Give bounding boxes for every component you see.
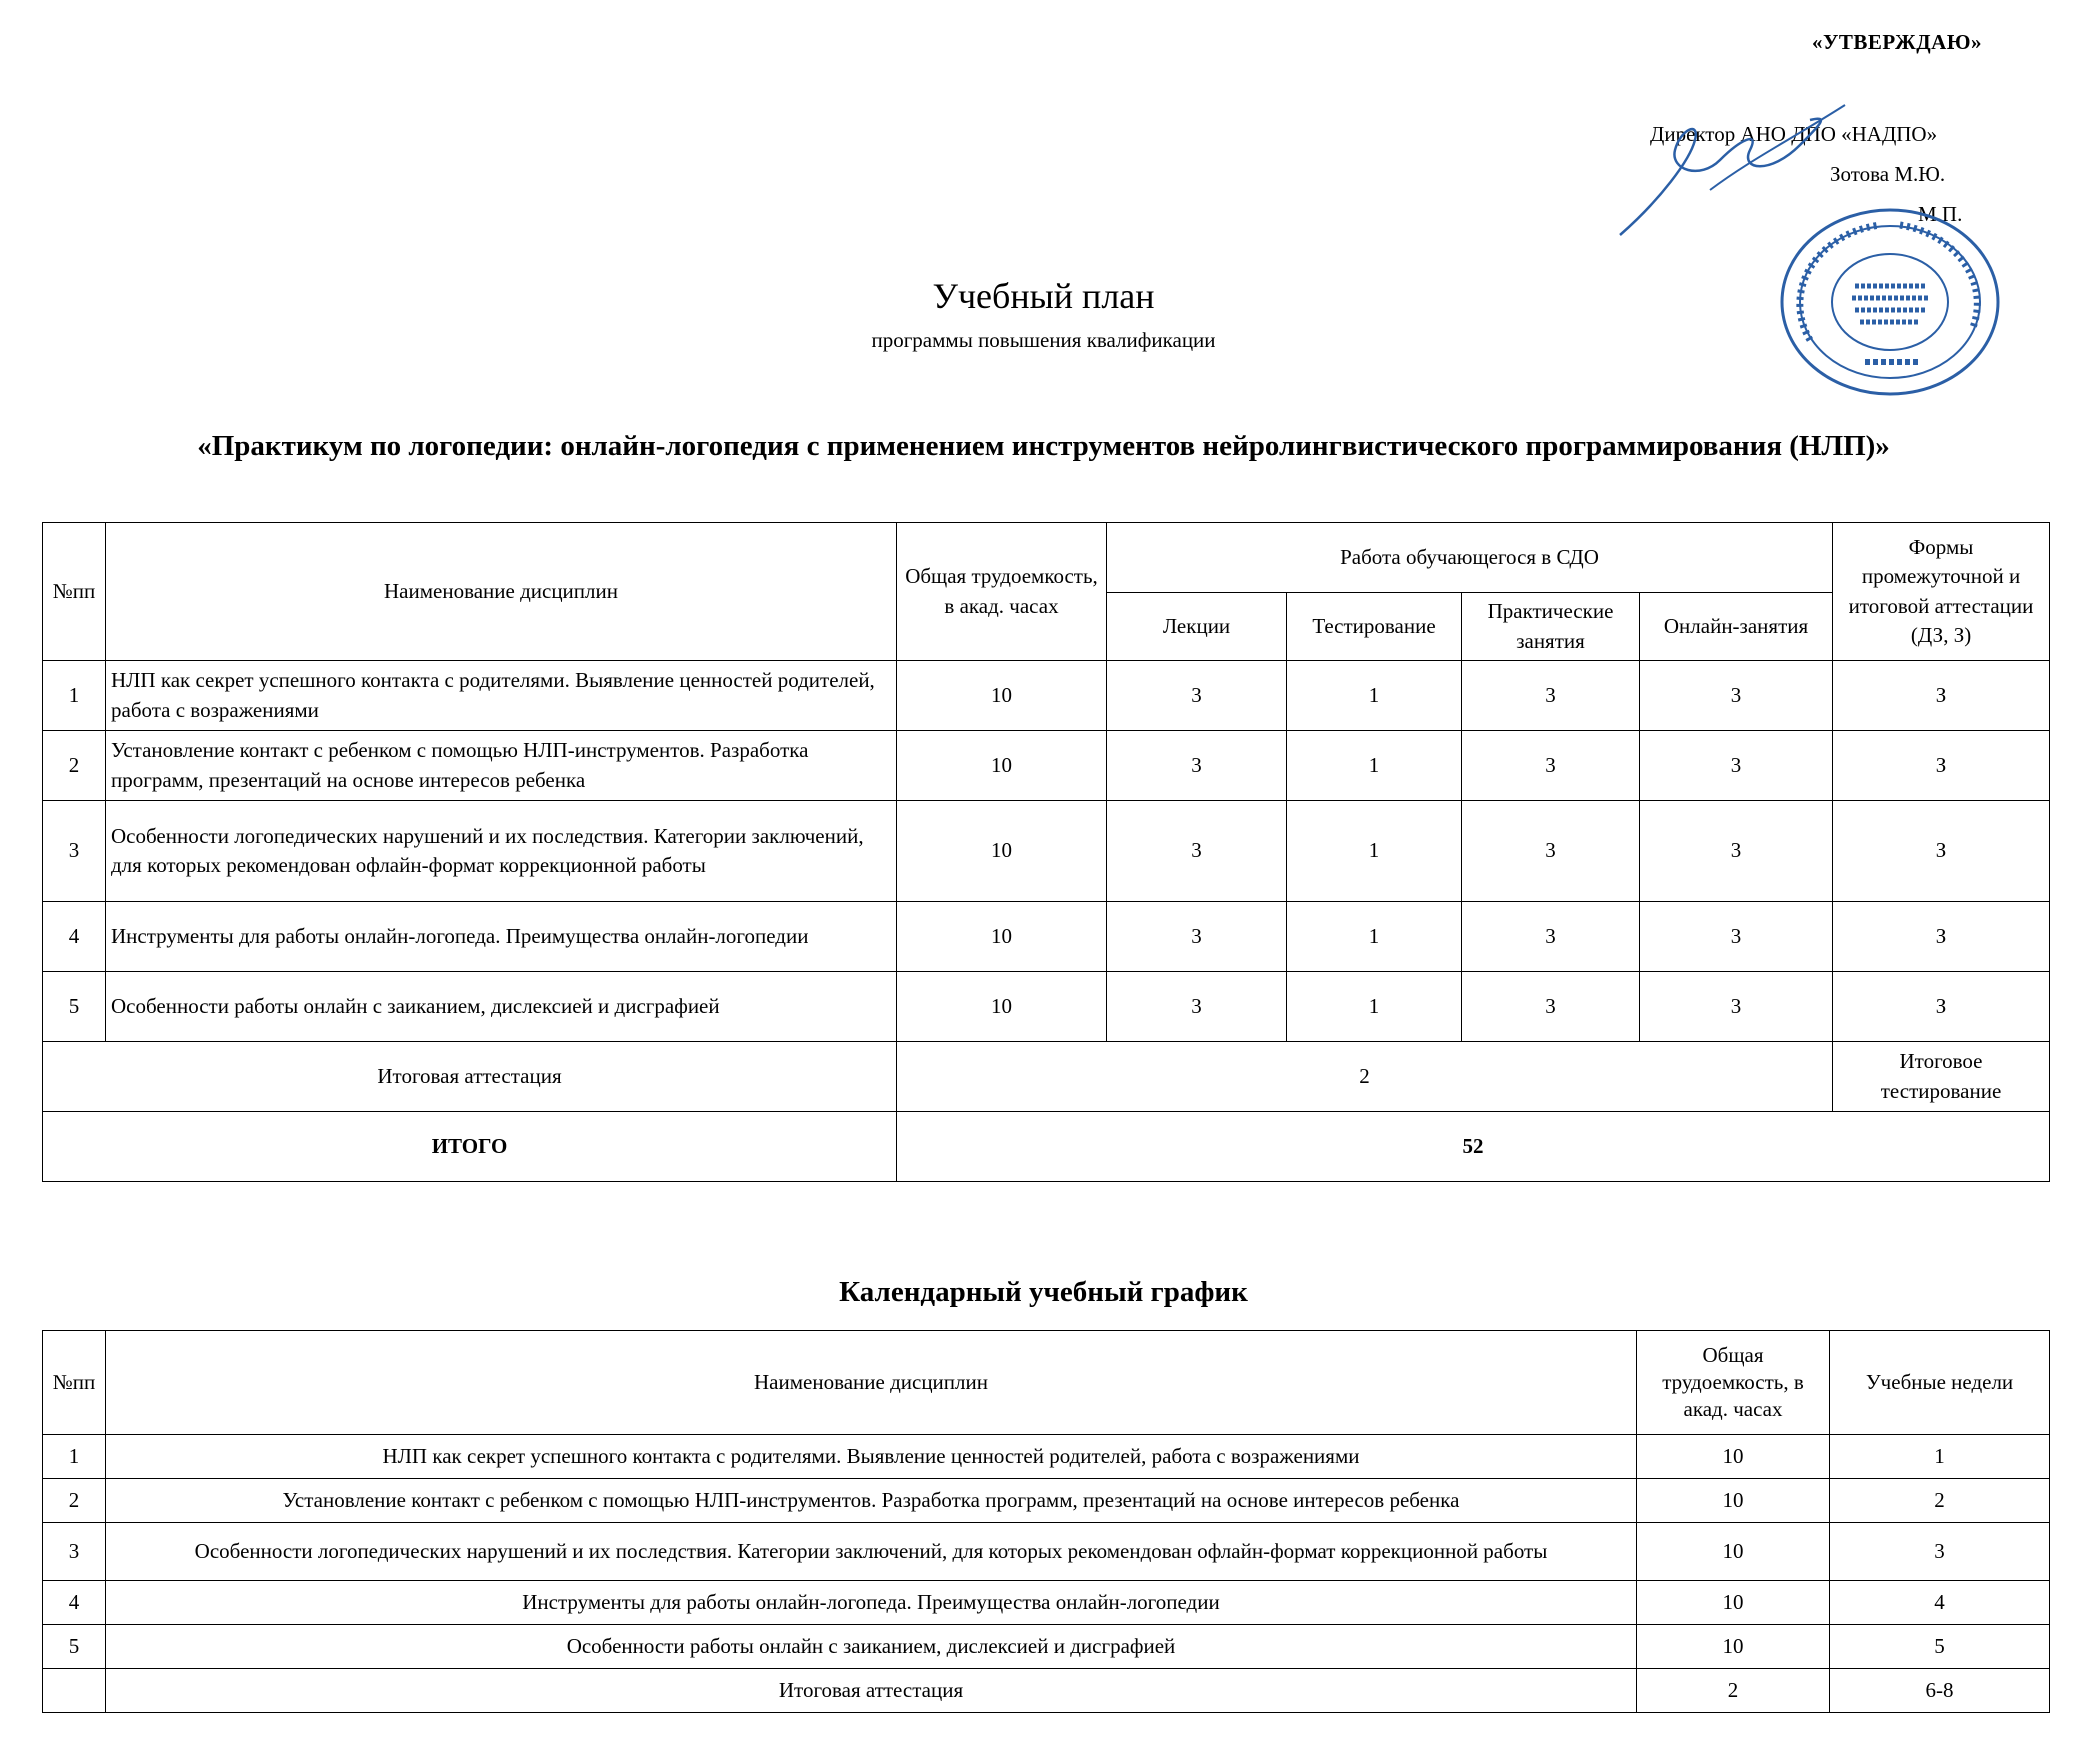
final-attestation-row <box>43 1669 2050 1713</box>
cell-name: Установление контакт с ребенком с помощью НЛП-инструментов. Разработка программ, презентаций на основе интересов ребенка <box>106 1479 1637 1523</box>
cell-name: Инструменты для работы онлайн-логопеда. Преимущества онлайн-логопедии <box>106 1581 1637 1625</box>
page-subtitle: программы повышения квалификации <box>871 328 1216 352</box>
cell-form: З <box>1833 972 2050 1042</box>
cell-testing: 1 <box>1287 902 1462 972</box>
final-attestation-row <box>43 1042 2050 1112</box>
cell-total: 10 <box>897 902 1107 972</box>
cell-name: Особенности работы онлайн с заиканием, дислексией и дисграфией <box>106 1625 1637 1669</box>
cell-total: 10 <box>897 731 1107 801</box>
cell-name: Итоговая аттестация <box>106 1669 1637 1713</box>
cell-lectures: 3 <box>1107 972 1287 1042</box>
total-hours: 52 <box>897 1112 2050 1182</box>
cell-online: 3 <box>1640 731 1833 801</box>
cell-form: З <box>1833 902 2050 972</box>
table-row <box>43 1581 2050 1625</box>
approval-name: Зотова М.Ю. <box>1830 162 1946 186</box>
cell-num: 4 <box>43 902 106 972</box>
table-row <box>43 1435 2050 1479</box>
header-weeks: Учебные недели <box>1830 1331 2050 1435</box>
cell-total: 10 <box>897 801 1107 902</box>
header-online: Онлайн-занятия <box>1640 593 1833 661</box>
table-row <box>43 972 2050 1042</box>
schedule-table <box>42 1330 2050 1713</box>
cell-num: 1 <box>43 661 106 731</box>
cell-name: Установление контакт с ребенком с помощью НЛП-инструментов. Разработка программ, презентаций на основе интересов ребенка <box>106 731 897 801</box>
cell-name: Особенности логопедических нарушений и их последствия. Категории заключений, для которых рекомендован офлайн-формат коррекционной работы <box>106 801 897 902</box>
cell-num: 2 <box>43 1479 106 1523</box>
cell-practice: 3 <box>1462 731 1640 801</box>
cell-practice: 3 <box>1462 972 1640 1042</box>
approval-role: Директор АНО ДПО «НАДПО» <box>1650 122 1938 146</box>
cell-testing: 1 <box>1287 661 1462 731</box>
cell-total: 10 <box>1637 1625 1830 1669</box>
cell-name: НЛП как секрет успешного контакта с родителями. Выявление ценностей родителей, работа с возражениями <box>106 1435 1637 1479</box>
table-row <box>43 1625 2050 1669</box>
cell-week: 3 <box>1830 1523 2050 1581</box>
cell-testing: 1 <box>1287 731 1462 801</box>
table-row <box>43 801 2050 902</box>
header-total: Общая трудоемкость, в акад. часах <box>897 523 1107 661</box>
cell-num: 4 <box>43 1581 106 1625</box>
schedule-title: Календарный учебный график <box>839 1276 1248 1308</box>
cell-num: 3 <box>43 1523 106 1581</box>
total-row <box>43 1112 2050 1182</box>
table-row <box>43 661 2050 731</box>
cell-num <box>43 1669 106 1713</box>
table-row <box>43 902 2050 972</box>
cell-week: 6-8 <box>1830 1669 2050 1713</box>
header-work: Работа обучающегося в СДО <box>1107 523 1833 593</box>
cell-week: 2 <box>1830 1479 2050 1523</box>
cell-practice: 3 <box>1462 902 1640 972</box>
header-name: Наименование дисциплин <box>106 523 897 661</box>
header-forms: Формы промежуточной и итоговой аттестации (ДЗ, З) <box>1833 523 2050 661</box>
header-num: №пп <box>43 523 106 661</box>
table-header-row <box>43 1331 2050 1435</box>
cell-testing: 1 <box>1287 972 1462 1042</box>
approval-title: «УТВЕРЖДАЮ» <box>1811 30 1982 54</box>
cell-total: 10 <box>897 972 1107 1042</box>
header-practice: Практические занятия <box>1462 593 1640 661</box>
cell-online: 3 <box>1640 972 1833 1042</box>
signature-icon <box>1600 100 1900 240</box>
cell-form: З <box>1833 801 2050 902</box>
cell-form: З <box>1833 731 2050 801</box>
cell-name: Особенности логопедических нарушений и их последствия. Категории заключений, для которых рекомендован офлайн-формат коррекционной работы <box>106 1523 1637 1581</box>
seal-mark: М.П. <box>1918 202 1963 226</box>
final-label: Итоговая аттестация <box>43 1042 897 1112</box>
cell-week: 1 <box>1830 1435 2050 1479</box>
cell-form: З <box>1833 661 2050 731</box>
table-header-row <box>43 523 2050 593</box>
cell-num: 5 <box>43 1625 106 1669</box>
cell-online: 3 <box>1640 902 1833 972</box>
table-row <box>43 1523 2050 1581</box>
cell-testing: 1 <box>1287 801 1462 902</box>
table-row <box>43 731 2050 801</box>
header-num: №пп <box>43 1331 106 1435</box>
cell-lectures: 3 <box>1107 801 1287 902</box>
cell-total: 10 <box>1637 1435 1830 1479</box>
cell-total: 10 <box>1637 1479 1830 1523</box>
cell-week: 5 <box>1830 1625 2050 1669</box>
cell-total: 10 <box>897 661 1107 731</box>
program-title: «Практикум по логопедии: онлайн-логопедия с применением инструментов нейролингвистического программирования (НЛП)» <box>197 430 1890 462</box>
cell-lectures: 3 <box>1107 902 1287 972</box>
cell-lectures: 3 <box>1107 731 1287 801</box>
final-form: Итоговое тестирование <box>1833 1042 2050 1112</box>
final-hours: 2 <box>897 1042 1833 1112</box>
cell-lectures: 3 <box>1107 661 1287 731</box>
table-row <box>43 1479 2050 1523</box>
header-total: Общая трудоемкость, в акад. часах <box>1637 1331 1830 1435</box>
cell-num: 2 <box>43 731 106 801</box>
header-name: Наименование дисциплин <box>106 1331 1637 1435</box>
cell-num: 5 <box>43 972 106 1042</box>
cell-num: 3 <box>43 801 106 902</box>
cell-name: Особенности работы онлайн с заиканием, дислексией и дисграфией <box>106 972 897 1042</box>
cell-total: 10 <box>1637 1523 1830 1581</box>
cell-num: 1 <box>43 1435 106 1479</box>
cell-total: 10 <box>1637 1581 1830 1625</box>
cell-week: 4 <box>1830 1581 2050 1625</box>
header-lectures: Лекции <box>1107 593 1287 661</box>
total-label: ИТОГО <box>43 1112 897 1182</box>
cell-online: 3 <box>1640 661 1833 731</box>
cell-practice: 3 <box>1462 661 1640 731</box>
cell-online: 3 <box>1640 801 1833 902</box>
page-title: Учебный план <box>932 276 1155 316</box>
cell-name: Инструменты для работы онлайн-логопеда. Преимущества онлайн-логопедии <box>106 902 897 972</box>
curriculum-table <box>42 522 2050 1182</box>
cell-name: НЛП как секрет успешного контакта с родителями. Выявление ценностей родителей, работа с возражениями <box>106 661 897 731</box>
header-testing: Тестирование <box>1287 593 1462 661</box>
cell-practice: 3 <box>1462 801 1640 902</box>
cell-total: 2 <box>1637 1669 1830 1713</box>
